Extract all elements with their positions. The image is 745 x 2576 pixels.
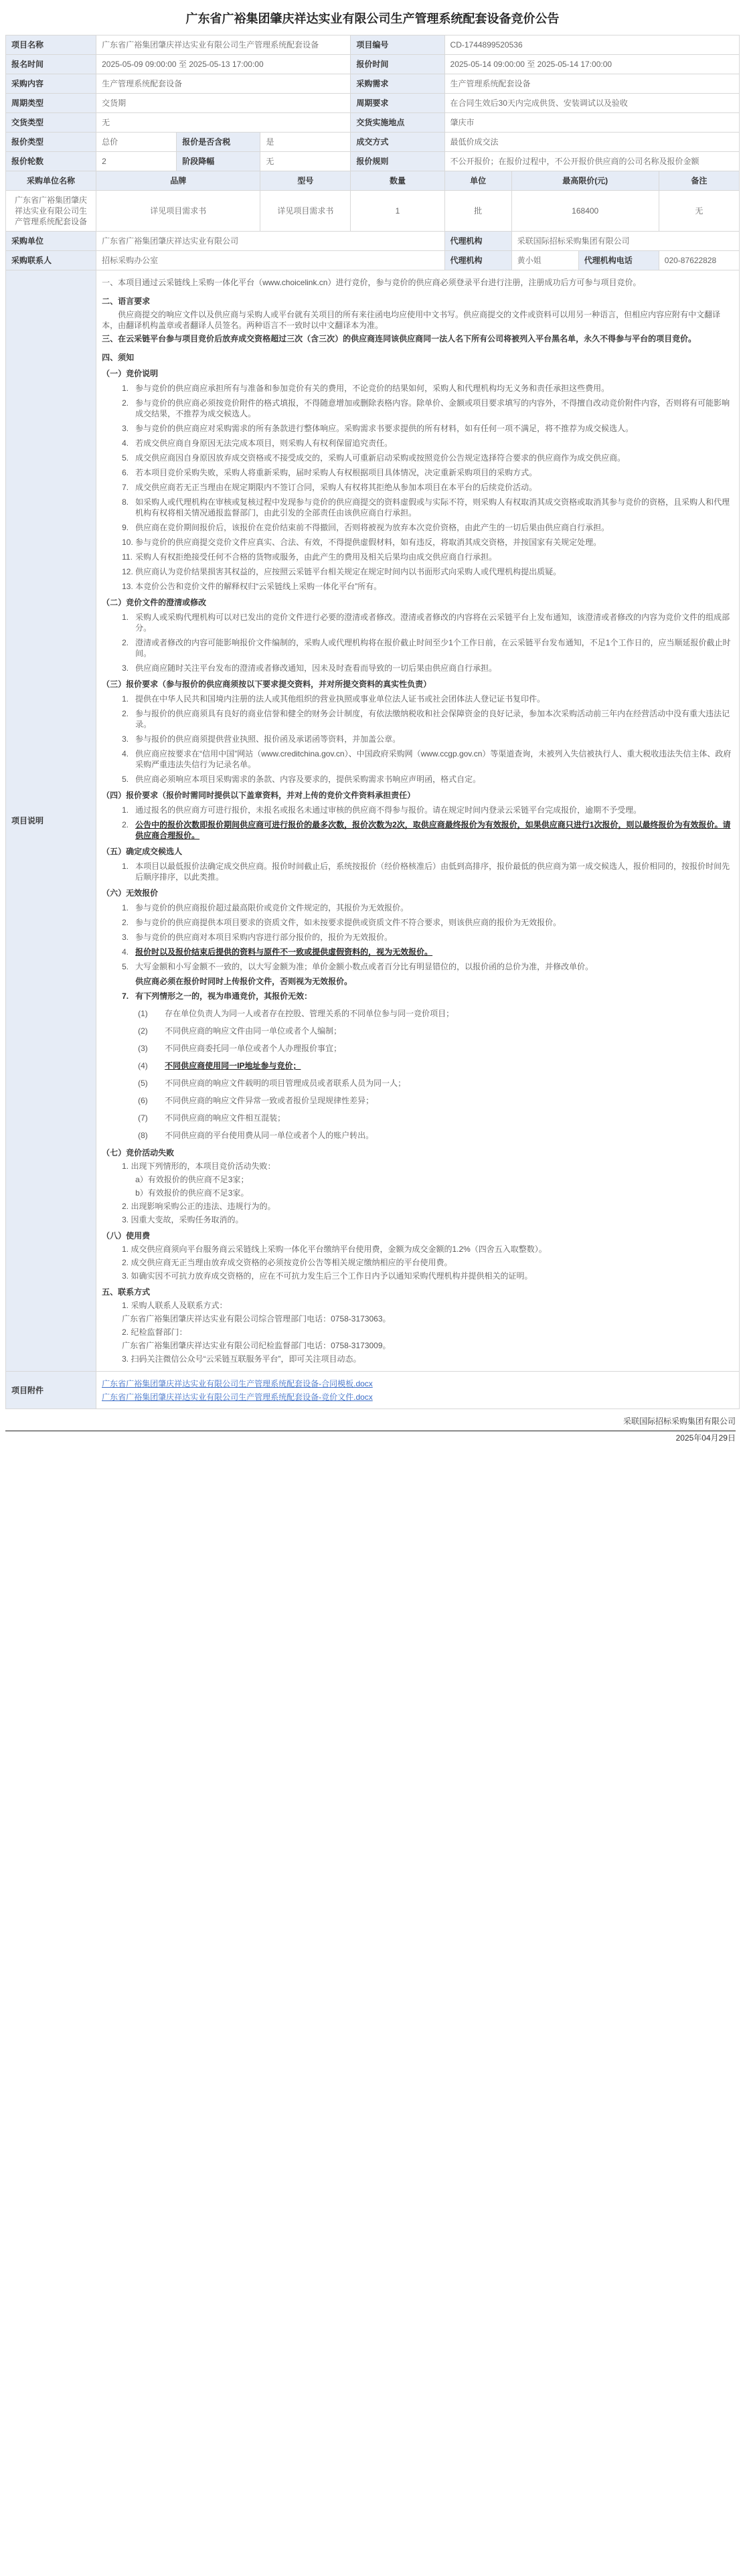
list-item: 2. 纪检监督部门： (122, 1327, 187, 1337)
table-row (6, 191, 740, 232)
list-item: 1. 出现下列情形的，本项目竞价活动失败： (122, 1161, 276, 1171)
notice-2-heading: 二、语言要求 (102, 297, 151, 306)
list-item: 5. 成交供应商因自身原因放弃成交资格或不接受成交的，采购人可重新启动采购或按照竞价公告规定选择符合要求的供应商作为成交供应商。 (122, 453, 626, 463)
list-item: 3. 供应商应随时关注平台发布的澄清或者修改通知，因未及时查看而导致的一切后果由供应商自行承担。 (122, 663, 497, 673)
list-item: 2. 参与报价的供应商须具有良好的商业信誉和健全的财务会计制度，有依法缴纳税收和社会保障资金的良好记录，参加本次采购活动前三年内在经营活动中没有重大违法记录。 (122, 709, 730, 729)
purchaser: 广东省广裕集团肇庆祥达实业有限公司 (96, 232, 444, 251)
collusion-list (138, 1008, 734, 1141)
list-item: 3. 如确实因不可抗力放弃成交资格的，应在不可抗力发生后三个工作日内予以通知采购代理机构并提供相关的证明。 (122, 1271, 533, 1281)
section-4-heading: （四）报价要求（报价时需同时提供以下盖章资料，并对上传的竞价文件资料承担责任） (102, 791, 416, 800)
section-1-list (122, 383, 734, 592)
site-label: 交货类型 (6, 113, 96, 133)
bid-time: 2025-05-14 09:00:00 至 2025-05-14 17:00:00 (444, 55, 739, 74)
section-7-heading: （七）竞价活动失败 (102, 1148, 175, 1157)
agency-phone: 020-87622828 (659, 251, 739, 270)
project-no: CD-1744899520536 (444, 35, 739, 55)
period-type-label: 周期类型 (6, 94, 96, 113)
list-item: 1. 采购人或采购代理机构可以对已发出的竞价文件进行必要的澄清或者修改。澄清或者修改的内容将在云采链平台上发布通知，该澄清或者修改的内容为竞价文件的组成部分。 (122, 613, 730, 633)
signup-time-label: 报名时间 (6, 55, 96, 74)
agency-contact-label: 代理机构 (444, 251, 511, 270)
item-cell-remark: 无 (659, 191, 739, 232)
project-name-label: 项目名称 (6, 35, 96, 55)
list-item: 广东省广裕集团肇庆祥达实业有限公司纪检监督部门电话：0758-3173009。 (122, 1341, 391, 1350)
section-5-list (122, 861, 734, 882)
item-cell-name: 广东省广裕集团肇庆祥达实业有限公司生产管理系统配套设备 (6, 191, 96, 232)
project-no-label: 项目编号 (351, 35, 444, 55)
footer-date: 2025年04月29日 (675, 1433, 736, 1443)
list-item: 4. 供应商应按要求在“信用中国”网站（www.creditchina.gov.cn）、中国政府采购网（www.ccgp.gov.cn）等渠道查询，未被列入失信被执行人、重大税收违法失信主体、政府采购严重违法失信行为记录名单。 (122, 749, 732, 769)
period-req-label: 周期要求 (351, 94, 444, 113)
items-header-4: 单位 (444, 171, 511, 191)
purchase-content: 生产管理系统配套设备 (96, 74, 351, 94)
limit-rule: 不公开报价；在报价过程中，不公开报价供应商的公司名称及报价金额 (444, 152, 739, 171)
item-cell-unit: 批 (444, 191, 511, 232)
section-8-heading: （八）使用费 (102, 1231, 151, 1240)
list-item: 5. 供应商必须响应本项目采购需求的条款、内容及要求的，提供采购需求书响应声明函，格式自定。 (122, 775, 481, 784)
list-item: 供应商必须在报价时同时上传报价文件，否则视为无效报价。 (135, 977, 353, 986)
list-item: 9. 供应商在竞价期间报价后，该报价在竞价结束前不得撤回，否则将被视为放弃本次竞价资格，由此产生的一切后果由供应商自行承担。 (122, 523, 610, 532)
notice-1: 一、本项目通过云采链线上采购一体化平台（www.choicelink.cn）进行竞价，参与竞价的供应商必须登录平台进行注册，注册成功后方可参与项目竞价。 (102, 278, 641, 287)
deposit: 无 (96, 113, 351, 133)
stage-limit-label: 阶段降幅 (177, 152, 260, 171)
rounds: 2 (96, 152, 177, 171)
list-item: 2. 参与竞价的供应商提供本项目要求的资质文件，如未按要求提供或资质文件不符合要求，则该供应商的报价为无效报价。 (122, 918, 562, 927)
stage-limit: 无 (260, 152, 351, 171)
list-item: 5. 大写金额和小写金额不一致的，以大写金额为准；单价金额小数点或者百分比有明显错位的，以报价函的总价为准，并修改单价。 (122, 962, 594, 971)
agency-phone-label: 代理机构电话 (578, 251, 659, 270)
list-item: 2. 参与竞价的供应商必须按竞价附件的格式填报，不得随意增加或删除表格内容。除单价、金额或项目要求填写的内容外，不得擅自改动竞价附件内容，否则将有可能影响成交结果，不推荐为成交候选人。 (122, 398, 730, 418)
items-header-6: 备注 (659, 171, 739, 191)
section-1-heading: （一）竞价说明 (102, 369, 159, 378)
purchaser-label: 采购单位 (6, 232, 96, 251)
list-item: 1. 采购人联系人及联系方式： (122, 1301, 228, 1310)
project-description (96, 270, 740, 1372)
list-item: (4) 不同供应商使用同一IP地址参与竞价； (138, 1061, 301, 1070)
items-header-2: 型号 (260, 171, 351, 191)
list-item: (7) 不同供应商的响应文件相互混装； (138, 1113, 286, 1123)
item-cell-model: 详见项目需求书 (260, 191, 351, 232)
list-item: b）有效报价的供应商不足3家。 (135, 1188, 249, 1198)
items-header-3: 数量 (351, 171, 444, 191)
taxed-label: 报价是否含税 (177, 133, 260, 152)
section-3-heading: （三）报价要求（参与报价的供应商须按以下要求提交资料，并对所提交资料的真实性负责） (102, 679, 432, 689)
list-item: (8) 不同供应商的平台使用费从同一单位或者个人的账户转出。 (138, 1131, 374, 1140)
list-item: 6. 若本项目竞价采购失败，采购人将重新采购，届时采购人有权根据项目具体情况，决定重新采购项目的采购方式。 (122, 468, 537, 477)
list-item: 2. 澄清或者修改的内容可能影响报价文件编制的，采购人或代理机构将在报价截止时间至少1个工作日前，在云采链平台发布通知，不足1个工作日的，应当顺延报价截止时间。 (122, 638, 731, 658)
decision-label: 成交方式 (351, 133, 444, 152)
purchase-contact: 招标采购办公室 (96, 251, 444, 270)
list-item: 广东省广裕集团肇庆祥达实业有限公司综合管理部门电话：0758-3173063。 (122, 1314, 391, 1323)
agency-contact: 黄小姐 (511, 251, 578, 270)
period-req: 在合同生效后30天内完成供货、安装调试以及验收 (444, 94, 739, 113)
footer (5, 1409, 740, 1445)
purchase-req: 生产管理系统配套设备 (444, 74, 739, 94)
items-header-5: 最高限价(元) (511, 171, 659, 191)
section-9-list (122, 1300, 734, 1364)
purchase-contact-label: 采购联系人 (6, 251, 96, 270)
bid-type: 总价 (96, 133, 177, 152)
list-item: 1. 成交供应商须向平台服务商云采链线上采购一体化平台缴纳平台使用费，金额为成交金额的1.2%（四舍五入取整数）。 (122, 1244, 547, 1254)
list-item: 2. 成交供应商无正当理由放弃成交资格的必须按竞价公告等相关规定缴纳相应的平台使用费。 (122, 1258, 452, 1267)
section-2-list (122, 612, 734, 673)
list-item: 3. 参与竞价的供应商对本项目采购内容进行部分报价的，报价为无效报价。 (122, 933, 393, 942)
section-6-list (122, 902, 734, 1001)
list-item: 8. 如采购人或代理机构在审核或复核过程中发现参与竞价的供应商提交的资料虚假或与实际不符，则采购人有权取消其成交资格或取消其参与竞价的资格，且采购人和代理机构有权将相关情况通报监督部门，由此引发的全部责任由该供应商自行承担。 (122, 497, 730, 517)
list-item: 1. 参与竞价的供应商应承担所有与准备和参加竞价有关的费用，不论竞价的结果如何，采购人和代理机构均无义务和责任承担这些费用。 (122, 384, 610, 393)
list-item: (5) 不同供应商的响应文件载明的项目管理成员或者联系人员为同一人； (138, 1078, 406, 1088)
rounds-label: 报价轮数 (6, 152, 96, 171)
attachment-link-bid-doc[interactable]: 广东省广裕集团肇庆祥达实业有限公司生产管理系统配套设备-竞价文件.docx (102, 1392, 373, 1402)
taxed: 是 (260, 133, 351, 152)
list-item: 1. 通过报名的供应商方可进行报价，未报名或报名未通过审核的供应商不得参与报价。请在规定时间内登录云采链平台完成报价，逾期不予受理。 (122, 805, 642, 815)
list-item: (6) 不同供应商的响应文件异常一致或者报价呈现规律性差异； (138, 1096, 374, 1105)
list-item: 11. 采购人有权拒绝接受任何不合格的货物或服务，由此产生的费用及相关后果均由成交供应商自行承担。 (122, 552, 497, 562)
attachments-label: 项目附件 (6, 1372, 96, 1409)
purchase-req-label: 采购需求 (351, 74, 444, 94)
list-item: 3. 因重大变故，采购任务取消的。 (122, 1215, 244, 1224)
purchase-content-label: 采购内容 (6, 74, 96, 94)
attachment-link-contract[interactable]: 广东省广裕集团肇庆祥达实业有限公司生产管理系统配套设备-合同模板.docx (102, 1378, 373, 1388)
item-cell-price: 168400 (511, 191, 659, 232)
page-title: 广东省广裕集团肇庆祥达实业有限公司生产管理系统配套设备竞价公告 (185, 12, 560, 25)
items-header-1: 品牌 (96, 171, 260, 191)
list-item: 2. 公告中的报价次数即报价期间供应商可进行报价的最多次数，报价次数为2次，取供应商最终报价为有效报价，如果供应商只进行1次报价，则以最终报价为有效报价。请供应商合理报价。 (122, 820, 731, 840)
list-item: 4. 若成交供应商自身原因无法完成本项目，则采购人有权利保留追究责任。 (122, 438, 393, 448)
list-item: a）有效报价的供应商不足3家； (135, 1175, 249, 1184)
project-name: 广东省广裕集团肇庆祥达实业有限公司生产管理系统配套设备 (96, 35, 351, 55)
decision: 最低价成交法 (444, 133, 739, 152)
list-item: 1. 参与竞价的供应商报价超过最高限价或竞价文件规定的，其报价为无效报价。 (122, 903, 409, 912)
info-table (5, 35, 740, 1409)
list-item: 10. 参与竞价的供应商提交竞价文件应真实、合法、有效，不得提供虚假材料，如有违反，将取消其成交资格，并按国家有关规定处理。 (122, 538, 602, 547)
attachments (96, 1372, 740, 1409)
site: 肇庆市 (444, 113, 739, 133)
list-item: 2. 出现影响采购公正的违法、违规行为的。 (122, 1202, 276, 1211)
list-item: 13. 本竞价公告和竞价文件的解释权归“云采链线上采购一体化平台”所有。 (122, 582, 382, 591)
agency: 采联国际招标采购集团有限公司 (511, 232, 739, 251)
section-9-heading: 五、联系方式 (102, 1287, 151, 1297)
list-item: 4. 报价时以及报价结束后提供的资料与原件不一致或提供虚假资料的，视为无效报价。 (122, 947, 433, 957)
notice-2-text: 供应商提交的响应文件以及供应商与采购人或平台就有关项目的所有来往函电均应使用中文书写。供应商提交的文件或资料可以用另一种语言，但相应内容应附有中文翻译本，由翻译机构盖章或者翻译人员签名。两种语言不一致时以中文翻译本为准。 (102, 310, 721, 330)
section-4-list (122, 805, 734, 841)
site-label-2: 交货实施地点 (351, 113, 444, 133)
bid-time-label: 报价时间 (351, 55, 444, 74)
list-item: 3. 扫码关注微信公众号“云采链互联服务平台”，即可关注项目动态。 (122, 1354, 361, 1364)
list-item: 7. 有下列情形之一的，视为串通竞价，其报价无效： (122, 991, 313, 1001)
item-cell-qty: 1 (351, 191, 444, 232)
list-item: 3. 参与报价的供应商须提供营业执照、报价函及承诺函等资料，并加盖公章。 (122, 734, 401, 744)
signup-time: 2025-05-09 09:00:00 至 2025-05-13 17:00:00 (96, 55, 351, 74)
footer-org: 采联国际招标采购集团有限公司 (623, 1417, 736, 1426)
list-item: 3. 参与竞价的供应商应对采购需求的所有条款进行整体响应。采购需求书要求提供的所有材料，如有任何一项不满足，将不推荐为成交候选人。 (122, 424, 634, 433)
period-type: 交货期 (96, 94, 351, 113)
section-5-heading: （五）确定成交候选人 (102, 847, 183, 856)
section-2-heading: （二）竞价文件的澄清或修改 (102, 598, 207, 607)
notice-3: 三、在云采链平台参与项目竞价后放弃成交资格超过三次（含三次）的供应商连同该供应商同一法人名下所有公司将被列入平台黑名单，永久不得参与平台的项目竞价。 (102, 334, 697, 343)
bid-type-label: 报价类型 (6, 133, 96, 152)
list-item: 7. 成交供应商若无正当理由在规定期限内不签订合同，采购人有权将其拒绝从参加本项目在本平台的后续竞价活动。 (122, 483, 537, 492)
section-7-list (122, 1161, 734, 1225)
limit-rule-label: 报价规则 (351, 152, 444, 171)
notice-4-heading: 四、须知 (102, 353, 135, 362)
section-3-list (122, 694, 734, 785)
list-item: (3) 不同供应商委托同一单位或者个人办理报价事宜； (138, 1044, 342, 1053)
list-item: 1. 提供在中华人民共和国境内注册的法人或其他组织的营业执照或事业单位法人证书或社会团体法人登记证书复印件。 (122, 694, 546, 704)
section-8-list (122, 1244, 734, 1281)
items-header-0: 采购单位名称 (6, 171, 96, 191)
section-6-heading: （六）无效报价 (102, 888, 159, 898)
item-cell-brand: 详见项目需求书 (96, 191, 260, 232)
desc-label: 项目说明 (6, 270, 96, 1372)
agency-label: 代理机构 (444, 232, 511, 251)
list-item: 1. 本项目以最低报价法确定成交供应商。报价时间截止后，系统按报价（经价格核准后）由低到高排序，报价最低的供应商为第一成交候选人，报价相同的，按报价时间先后顺序排序，以此类推。 (122, 862, 730, 882)
list-item: 12. 供应商认为竞价结果损害其权益的，应按照云采链平台相关规定在规定时间内以书面形式向采购人或代理机构提出质疑。 (122, 567, 562, 576)
list-item: (1) 存在单位负责人为同一人或者存在控股、管理关系的不同单位参与同一竞价项目； (138, 1009, 454, 1018)
list-item: (2) 不同供应商的响应文件由同一单位或者个人编制； (138, 1026, 342, 1036)
